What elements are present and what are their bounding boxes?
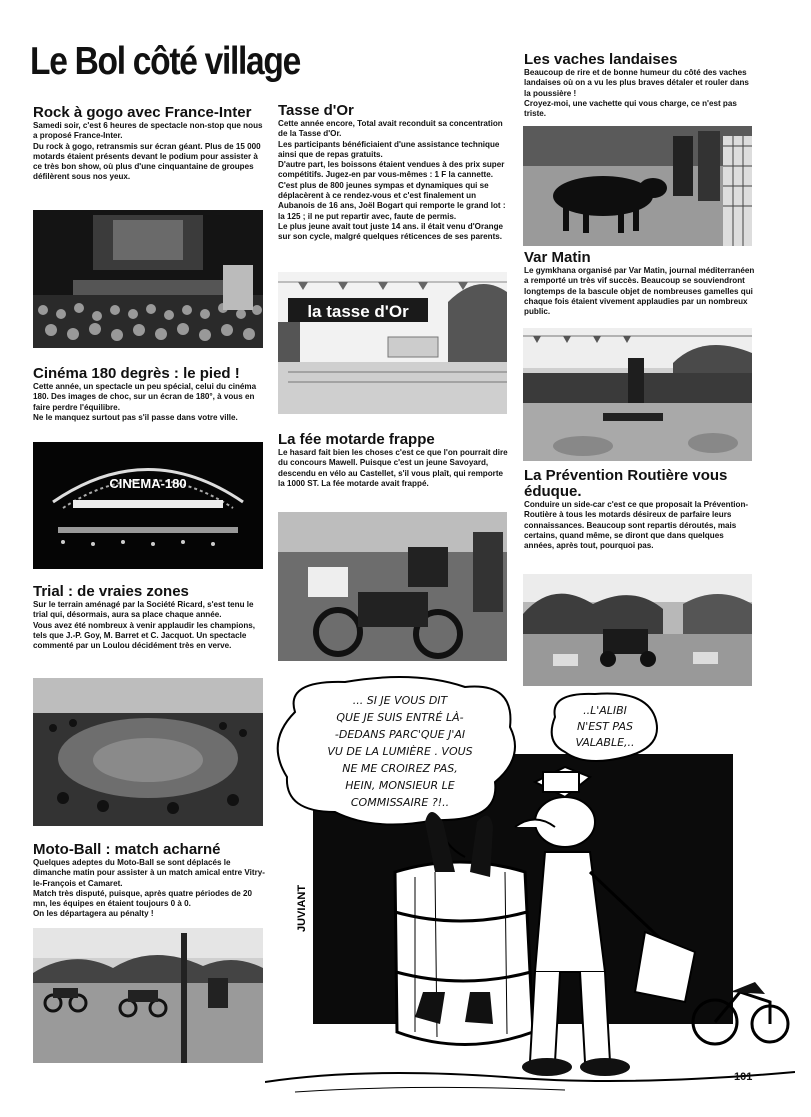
article-heading: La fée motarde frappe [278,431,435,448]
cartoon-illustration [265,672,795,1102]
bubble1-line: ... SI JE VOUS DIT [352,694,448,707]
bubble1-line: NE ME CROIREZ PAS, [342,762,458,775]
bubble1-line: VU DE LA LUMIÈRE . VOUS [327,745,473,758]
photo-side-car [523,574,752,686]
artist-signature: JUVIANT [296,884,308,932]
article-var-matin [524,250,756,317]
article-trial [33,584,266,651]
bubble2-line: N'EST PAS [577,720,633,733]
article-heading: Trial : de vraies zones [33,583,189,600]
article-heading: Moto-Ball : match acharné [33,841,221,858]
article-heading: Var Matin [524,249,591,266]
article-paragraph: Le plus jeune avait tout juste 14 ans. il était venu d'Orange sur son cycle, malgré quelques réticences de ses parents. [278,221,504,242]
article-paragraph: Samedi soir, c'est 6 heures de spectacle non-stop que nous a proposé France-Inter. [33,121,263,141]
article-heading: Les vaches landaises [524,51,678,68]
photo-vache-landaise [523,126,752,246]
article-paragraph: Beaucoup de rire et de bonne humeur du côté des vaches landaises où on a vu les plus braves détaler et rouler dans la poussière ! [524,68,749,98]
article-paragraph: Sur le terrain aménagé par la Société Ricard, s'est tenu le trial qui, désormais, aura sa place chaque année. [33,600,254,620]
article-paragraph: On les départagera au pénalty ! [33,909,154,919]
photo-cinema-180 [33,442,263,569]
photo-gymkhana [523,328,752,461]
bubble2-line: ..L'ALIBI [583,704,627,717]
article-paragraph: Cette année encore, Total avait reconduit sa concentration de la Tasse d'Or. [278,119,503,139]
article-prevention [524,468,756,551]
photo-motoball-match [33,928,263,1063]
page-number: 101 [734,1071,753,1083]
article-heading: Cinéma 180 degrès : le pied ! [33,365,240,382]
photo-trial-crowd [33,678,263,826]
bubble1-line: QUE JE SUIS ENTRÉ LÀ- [336,711,464,724]
article-paragraph: D'autre part, les boissons étaient vendues à des prix super compétitifs. Jugez-en par vous-mêmes : 1 F la cannette. C'est plus de 800 jeunes sympas et dynamiques qui se déplacèrent à ce rendez-vous et c'est finalement un Aubanois de 16 ans, Joël Bogart qui remporte le grand lot : la 125 ; il ne put repartir avec, faute de permis. [278,160,506,221]
article-paragraph: Le hasard fait bien les choses c'est ce que l'on pourrait dire du concours Mawell. Puisque c'est un jeune Savoyard, descendu en vélo au Castellet, s'il vous plaît, qui remporte la 1000 ST. La fée motarde avait frappé. [278,448,508,488]
article-fee-motarde [278,432,510,489]
bubble1-line: -DEDANS PARC'QUE J'AI [334,728,466,741]
photo-tasse-or-sign [278,272,507,414]
article-paragraph: Du rock à gogo, retransmis sur écran géant. Plus de 15 000 motards étaient présents devant le podium pour assister à ce très bon show, où plus d'une cinquantaine de groupes défilèrent sous nos yeux. [33,141,261,182]
photo-motorcycle-prize [278,512,507,661]
photo-concert-crowd [33,210,263,348]
article-paragraph: Les participants bénéficiaient d'une assistance technique ainsi que de repas gratuits. [278,139,500,159]
tasse-sign-text: la tasse d'Or [307,302,409,321]
article-rock [33,105,266,183]
article-paragraph: Conduire un side-car c'est ce que proposait la Prévention-Routière à tous les motards désireux de parfaire leurs connaissances. Beaucoup sont repartis déroutés, mais certains, quand même, se diront que dans quelques années, après tout, pourquoi pas. [524,500,749,551]
article-heading: Tasse d'Or [278,102,354,119]
page-title: Le Bol côté village [30,40,300,83]
cinema-sign-text: CINEMA-180 [109,476,187,491]
article-motoball [33,842,266,920]
article-vaches [524,52,756,119]
article-paragraph: Match très disputé, puisque, après quatre périodes de 20 mn, les équipes en étaient toujours 0 à 0. [33,888,253,909]
article-cinema [33,366,266,423]
article-paragraph: Quelques adeptes du Moto-Ball se sont déplacés le dimanche matin pour assister à un match amical entre Vitry-le-François et Camaret. [33,858,265,888]
article-heading: La Prévention Routière vous éduque. [524,467,728,500]
bubble1-line: COMMISSAIRE ?!.. [350,796,450,809]
article-paragraph: Croyez-moi, une vachette qui vous charge, ce n'est pas triste. [524,98,737,119]
article-paragraph: Vous avez été nombreux à venir applaudir les champions, tels que J.-P. Goy, M. Barret et C. Jacquot. Un spectacle commenté par un Loulou décidément très en verve. [33,620,256,651]
article-paragraph: Ne le manquez surtout pas s'il passe dans votre ville. [33,412,238,422]
article-paragraph: Cette année, un spectacle un peu spécial, celui du cinéma 180. Des images de choc, sur un écran de 180°, à vous en faire perdre l'équilibre. [33,382,257,412]
article-paragraph: Le gymkhana organisé par Var Matin, journal méditerranéen a remporté un très vif succès. Beaucoup se souviendront longtemps de la bascule objet de nombreuses gamelles qui chaque fois étaient vivement applaudies par un nombreux public. [524,266,755,317]
article-heading: Rock à gogo avec France-Inter [33,104,252,121]
bubble2-line: VALABLE,.. [575,736,635,749]
bubble1-line: HEIN, MONSIEUR LE [345,779,455,792]
article-tasse-or [278,103,510,243]
